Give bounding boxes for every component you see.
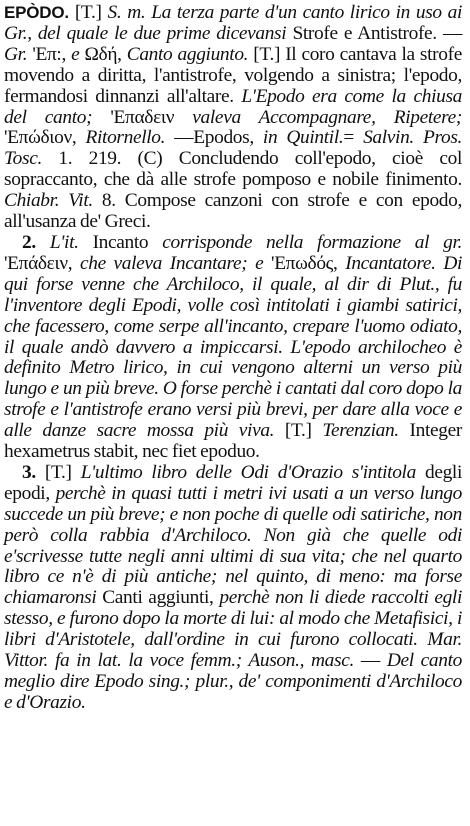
text-run: perchè in quasi tutti i metri ivi usati a un verso lungo succede un più breve; e non poche di quelle odi satiriche, non però colla rabbia d'Archiloco. Non già che quelle odi e'scrivesse tutte negli anni ultimi di sua vita; che nel quarto libro ce n'è di più antiche; nel quinto, di meno: ma forse chiamaronsi: [4, 482, 462, 609]
text-run: che valeva Incantare; e: [79, 252, 272, 274]
text-run: Canti aggiunti,: [102, 587, 220, 609]
text-run: degli epodi,: [4, 461, 462, 504]
text-run: Integer hexametrus stabit, nec fiet epoduo.: [4, 420, 462, 463]
text-run: Chiabr. Vit.: [4, 190, 102, 212]
text-run: corrisponde nella formazione al gr.: [162, 231, 462, 253]
text-run: Ωδή,: [84, 43, 127, 65]
text-run: Canto aggiunto.: [126, 43, 254, 65]
text-run: —: [442, 22, 462, 44]
text-run: 'Επωδός,: [271, 252, 346, 274]
text-run: [T.] Il coro cantava la strofe movendo a diritta, l'antistrofe, volgendo a sinistra; l'epodo, fermandosi dinnanzi all'altare.: [4, 43, 462, 107]
text-run: 8. Compose canzoni con strofe e con epodo, all'usanza de' Greci.: [4, 190, 462, 233]
text-run: 'Επαδειν: [110, 106, 193, 128]
text-run: Salvin. Pros. Tosc.: [4, 127, 463, 170]
text-run: Incanto: [92, 231, 163, 253]
text-run: [T.]: [74, 2, 108, 23]
text-run: Del canto meglio dire Epodo sing.; plur., de' componimenti d'Archiloco e d'Orazio.: [4, 650, 462, 713]
text-run: Incantatore. Di qui forse venne che Archiloco, il quale, al dir di Plut., fu l'inventore degli Epodi, volle così intitolati i giambi satirici, che facessero, come serpe all'incanto, crepare l'uomo odiato, il quale andò davvero a impiccarsi. L'epodo archilocheo è definito Metro lirico, in cui vengono alterni un verso più lungo e un più breve. O forse perchè i cantati dal coro dopo la strofe e l'antistrofe erano versi più brevi, per dare alla voce e alle danze sacre mossa più viva.: [4, 252, 463, 442]
text-run: =: [343, 127, 354, 149]
text-run: L'Epodo era come la chiusa del canto;: [4, 85, 462, 128]
entry-definition-1: [4, 3, 462, 233]
text-run: Gr.: [4, 43, 33, 65]
text-run: valeva Accompagnare, Ripetere;: [192, 106, 462, 128]
headword: EPÒDO.: [4, 3, 69, 22]
text-run: 1. 219. (C) Concludendo coll'epodo, cioè col sopraccanto, che dà alle strofe pomposo e nobile finimento.: [4, 148, 462, 191]
text-run: e: [71, 43, 85, 65]
text-run: Strofe e Antistrofe.: [292, 22, 443, 44]
entry-definition-3: [4, 463, 462, 714]
text-run: 'Επ:,: [32, 43, 72, 65]
text-run: —: [360, 650, 387, 672]
text-run: perchè non li diede raccolti egli stesso, e furono dopo la morte di lui: al modo che Metafisici, i libri d'Aristotele, dall'ordine in cui furono collocati. Mar. Vittor. fa in lat. la voce femm.; Auson., masc.: [4, 587, 463, 672]
text-run: Ritornello.: [85, 127, 175, 149]
sense-number: 2.: [22, 231, 50, 253]
text-run: S. m. La terza parte d'un canto lirico in uso ai Gr., del quale le due prime dicevansi: [4, 2, 463, 44]
text-run: 'Επώδιον,: [4, 127, 86, 149]
text-run: Terenzian.: [322, 420, 410, 442]
text-run: L'it.: [49, 231, 93, 253]
text-run: —Epodos,: [174, 127, 263, 149]
sense-number: 3.: [22, 461, 45, 483]
entry-definition-2: [4, 233, 462, 463]
text-run: 'Επάδειν,: [4, 252, 80, 274]
text-run: [T.]: [44, 461, 81, 483]
text-run: in Quintil.: [262, 127, 344, 149]
text-run: L'ultimo libro delle Odi d'Orazio s'intitola: [80, 461, 425, 483]
text-run: [T.]: [284, 420, 323, 442]
